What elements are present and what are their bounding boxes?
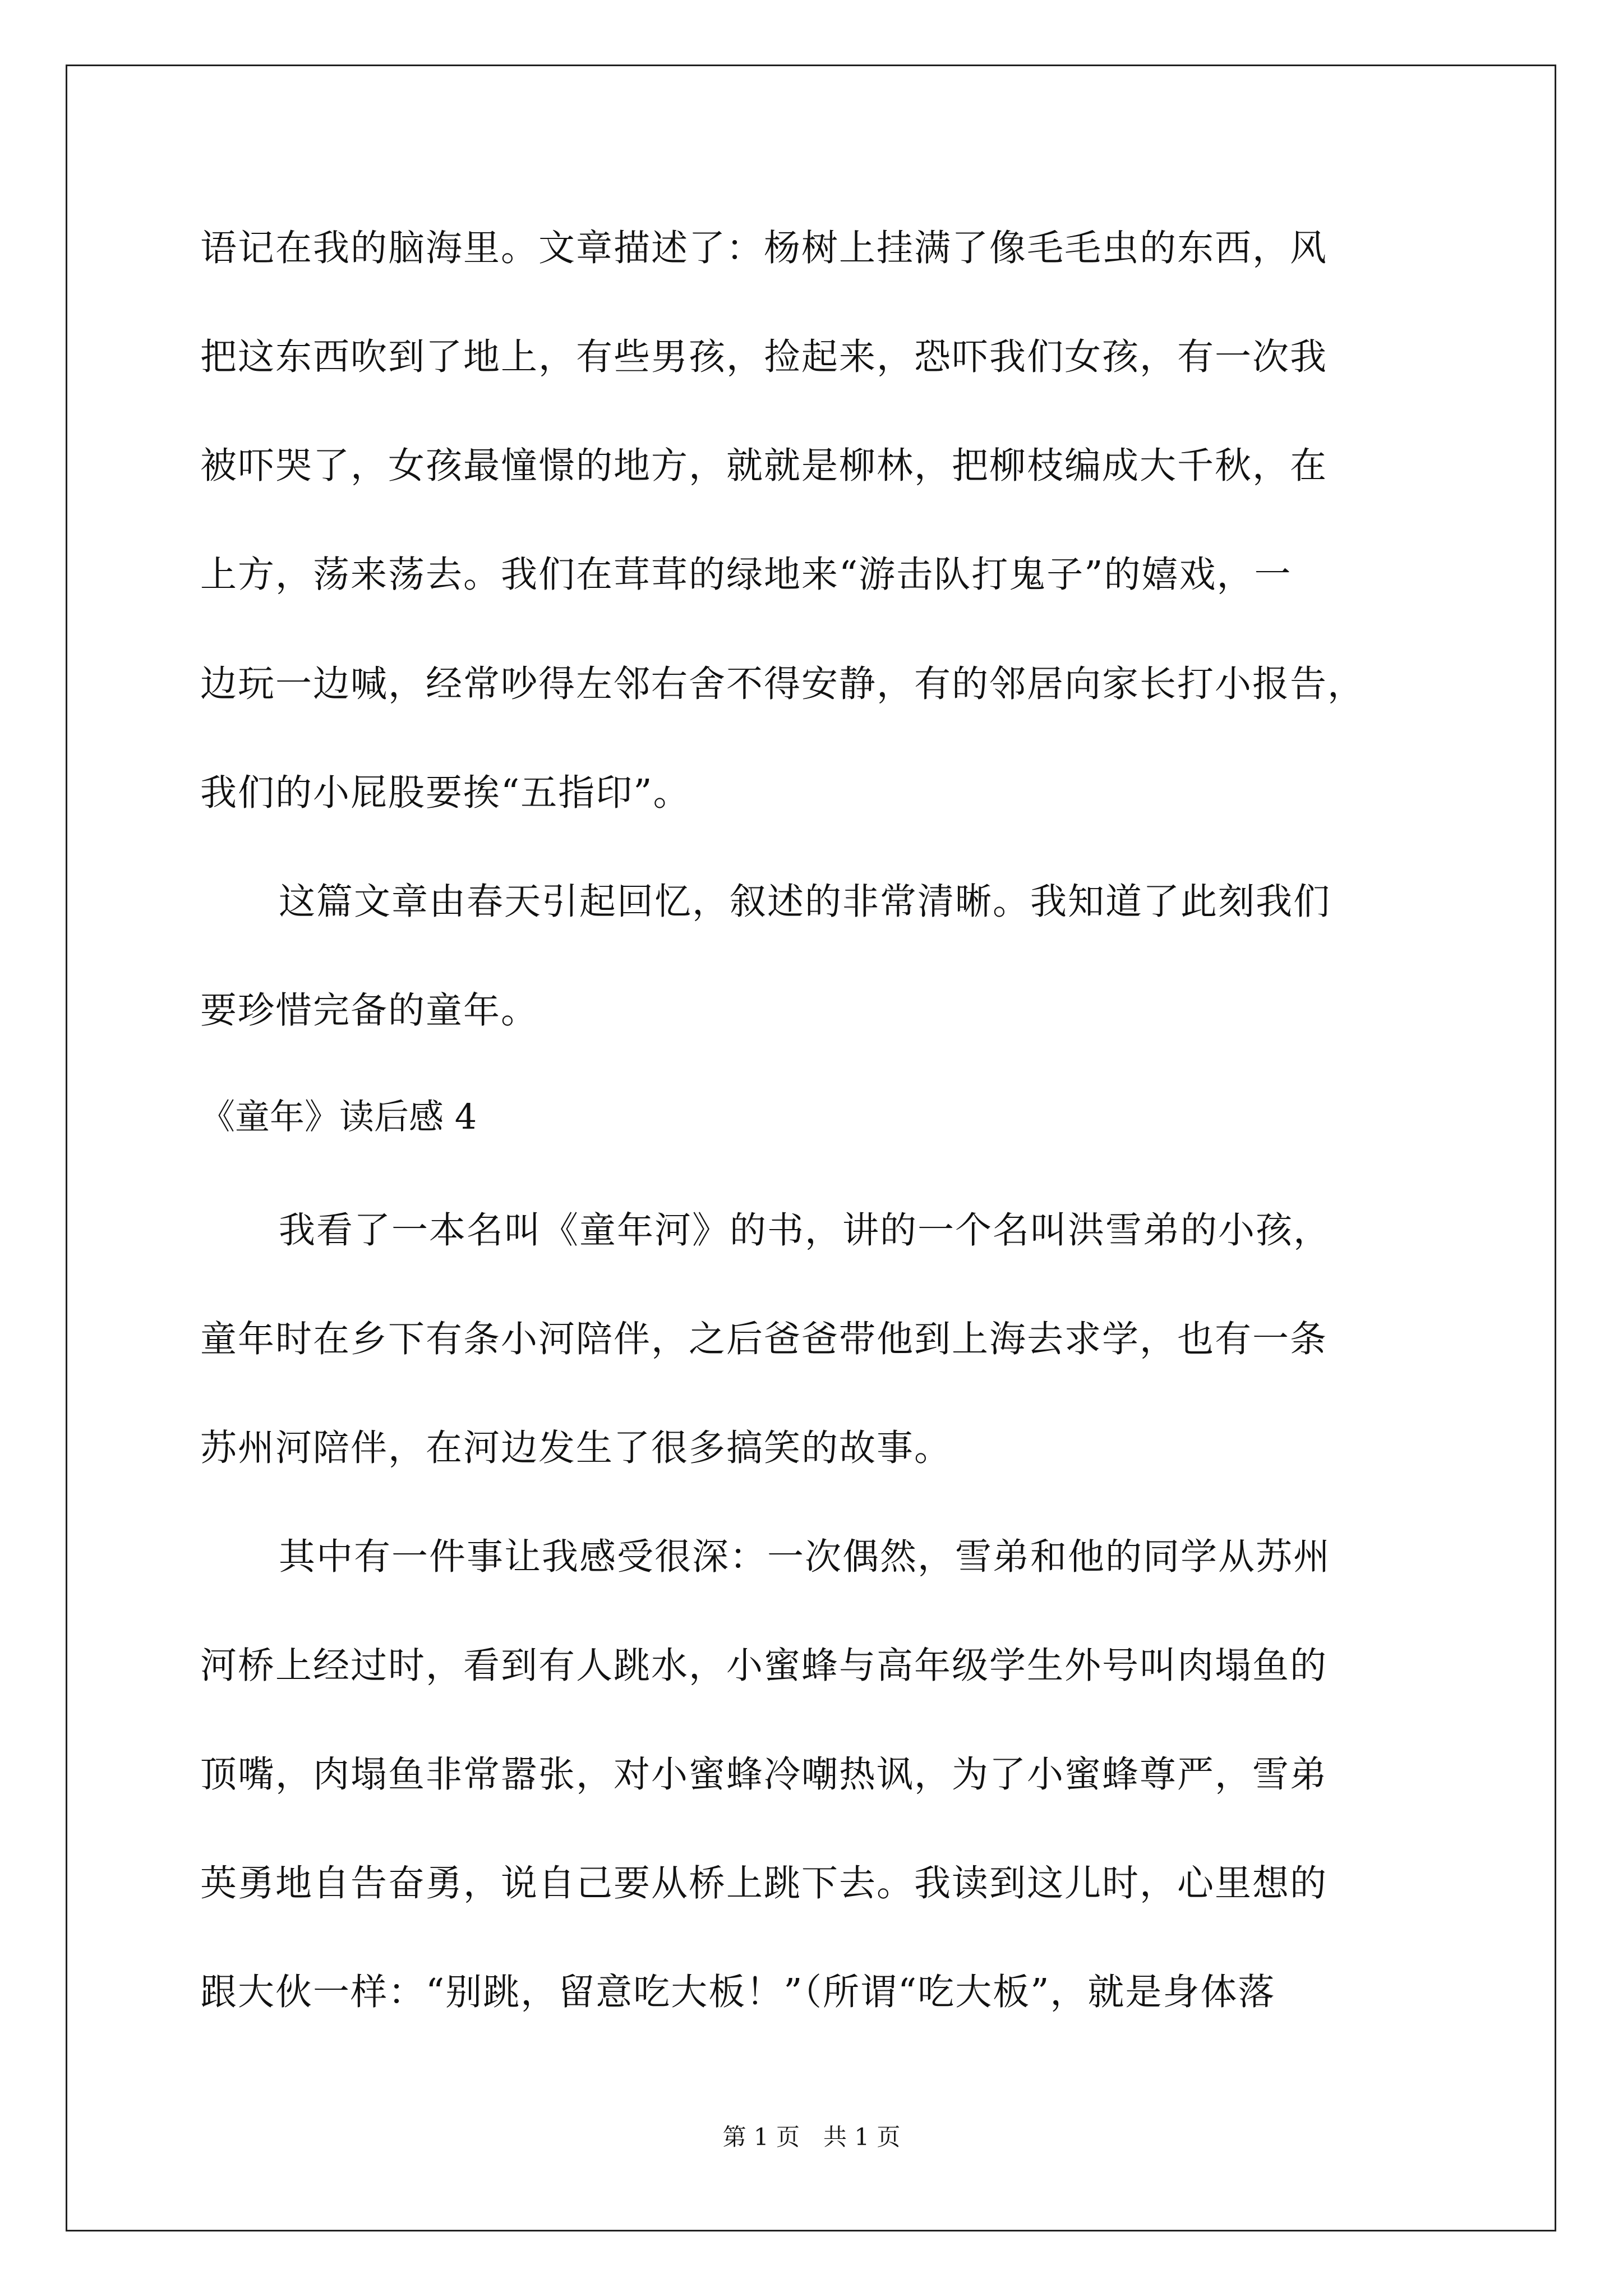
body-line: 语记在我的脑海里。文章描述了：杨树上挂满了像毛毛虫的东西，风 (200, 227, 1328, 269)
body-line: 要珍惜完备的童年。 (200, 990, 539, 1032)
body-line: 童年时在乡下有条小河陪伴，之后爸爸带他到上海去求学，也有一条 (200, 1318, 1328, 1360)
paragraph-first-line: 这篇文章由春天引起回忆，叙述的非常清晰。我知道了此刻我们 (279, 881, 1331, 923)
page-number-footer: 第 1 页 共 1 页 (722, 2123, 901, 2151)
page-border (66, 65, 1556, 2231)
body-line: 顶嘴，肉塌鱼非常嚣张，对小蜜蜂冷嘲热讽，为了小蜜蜂尊严，雪弟 (200, 1754, 1328, 1796)
body-line: 跟大伙一样：“别跳，留意吃大板！”（所谓“吃大板”，就是身体落 (200, 1971, 1276, 2013)
body-line: 上方，荡来荡去。我们在茸茸的绿地来“游击队打鬼子”的嬉戏，一 (200, 554, 1292, 596)
body-line: 把这东西吹到了地上，有些男孩，捡起来，恐吓我们女孩，有一次我 (200, 336, 1328, 378)
body-line: 英勇地自告奋勇，说自己要从桥上跳下去。我读到这儿时，心里想的 (200, 1862, 1328, 1904)
body-line: 河桥上经过时，看到有人跳水，小蜜蜂与高年级学生外号叫肉塌鱼的 (200, 1645, 1328, 1687)
paragraph-first-line: 我看了一本名叫《童年河》的书，讲的一个名叫洪雪弟的小孩， (279, 1209, 1331, 1251)
body-line: 边玩一边喊，经常吵得左邻右舍不得安静，有的邻居向家长打小报告， (200, 663, 1366, 705)
body-line: 苏州河陪伴，在河边发生了很多搞笑的故事。 (200, 1427, 952, 1469)
section-heading: 《童年》读后感 4 (200, 1096, 477, 1137)
paragraph-first-line: 其中有一件事让我感受很深：一次偶然，雪弟和他的同学从苏州 (279, 1536, 1331, 1578)
body-line: 我们的小屁股要挨“五指印”。 (200, 772, 691, 814)
body-line: 被吓哭了，女孩最憧憬的地方，就就是柳林，把柳枝编成大千秋，在 (200, 445, 1328, 487)
